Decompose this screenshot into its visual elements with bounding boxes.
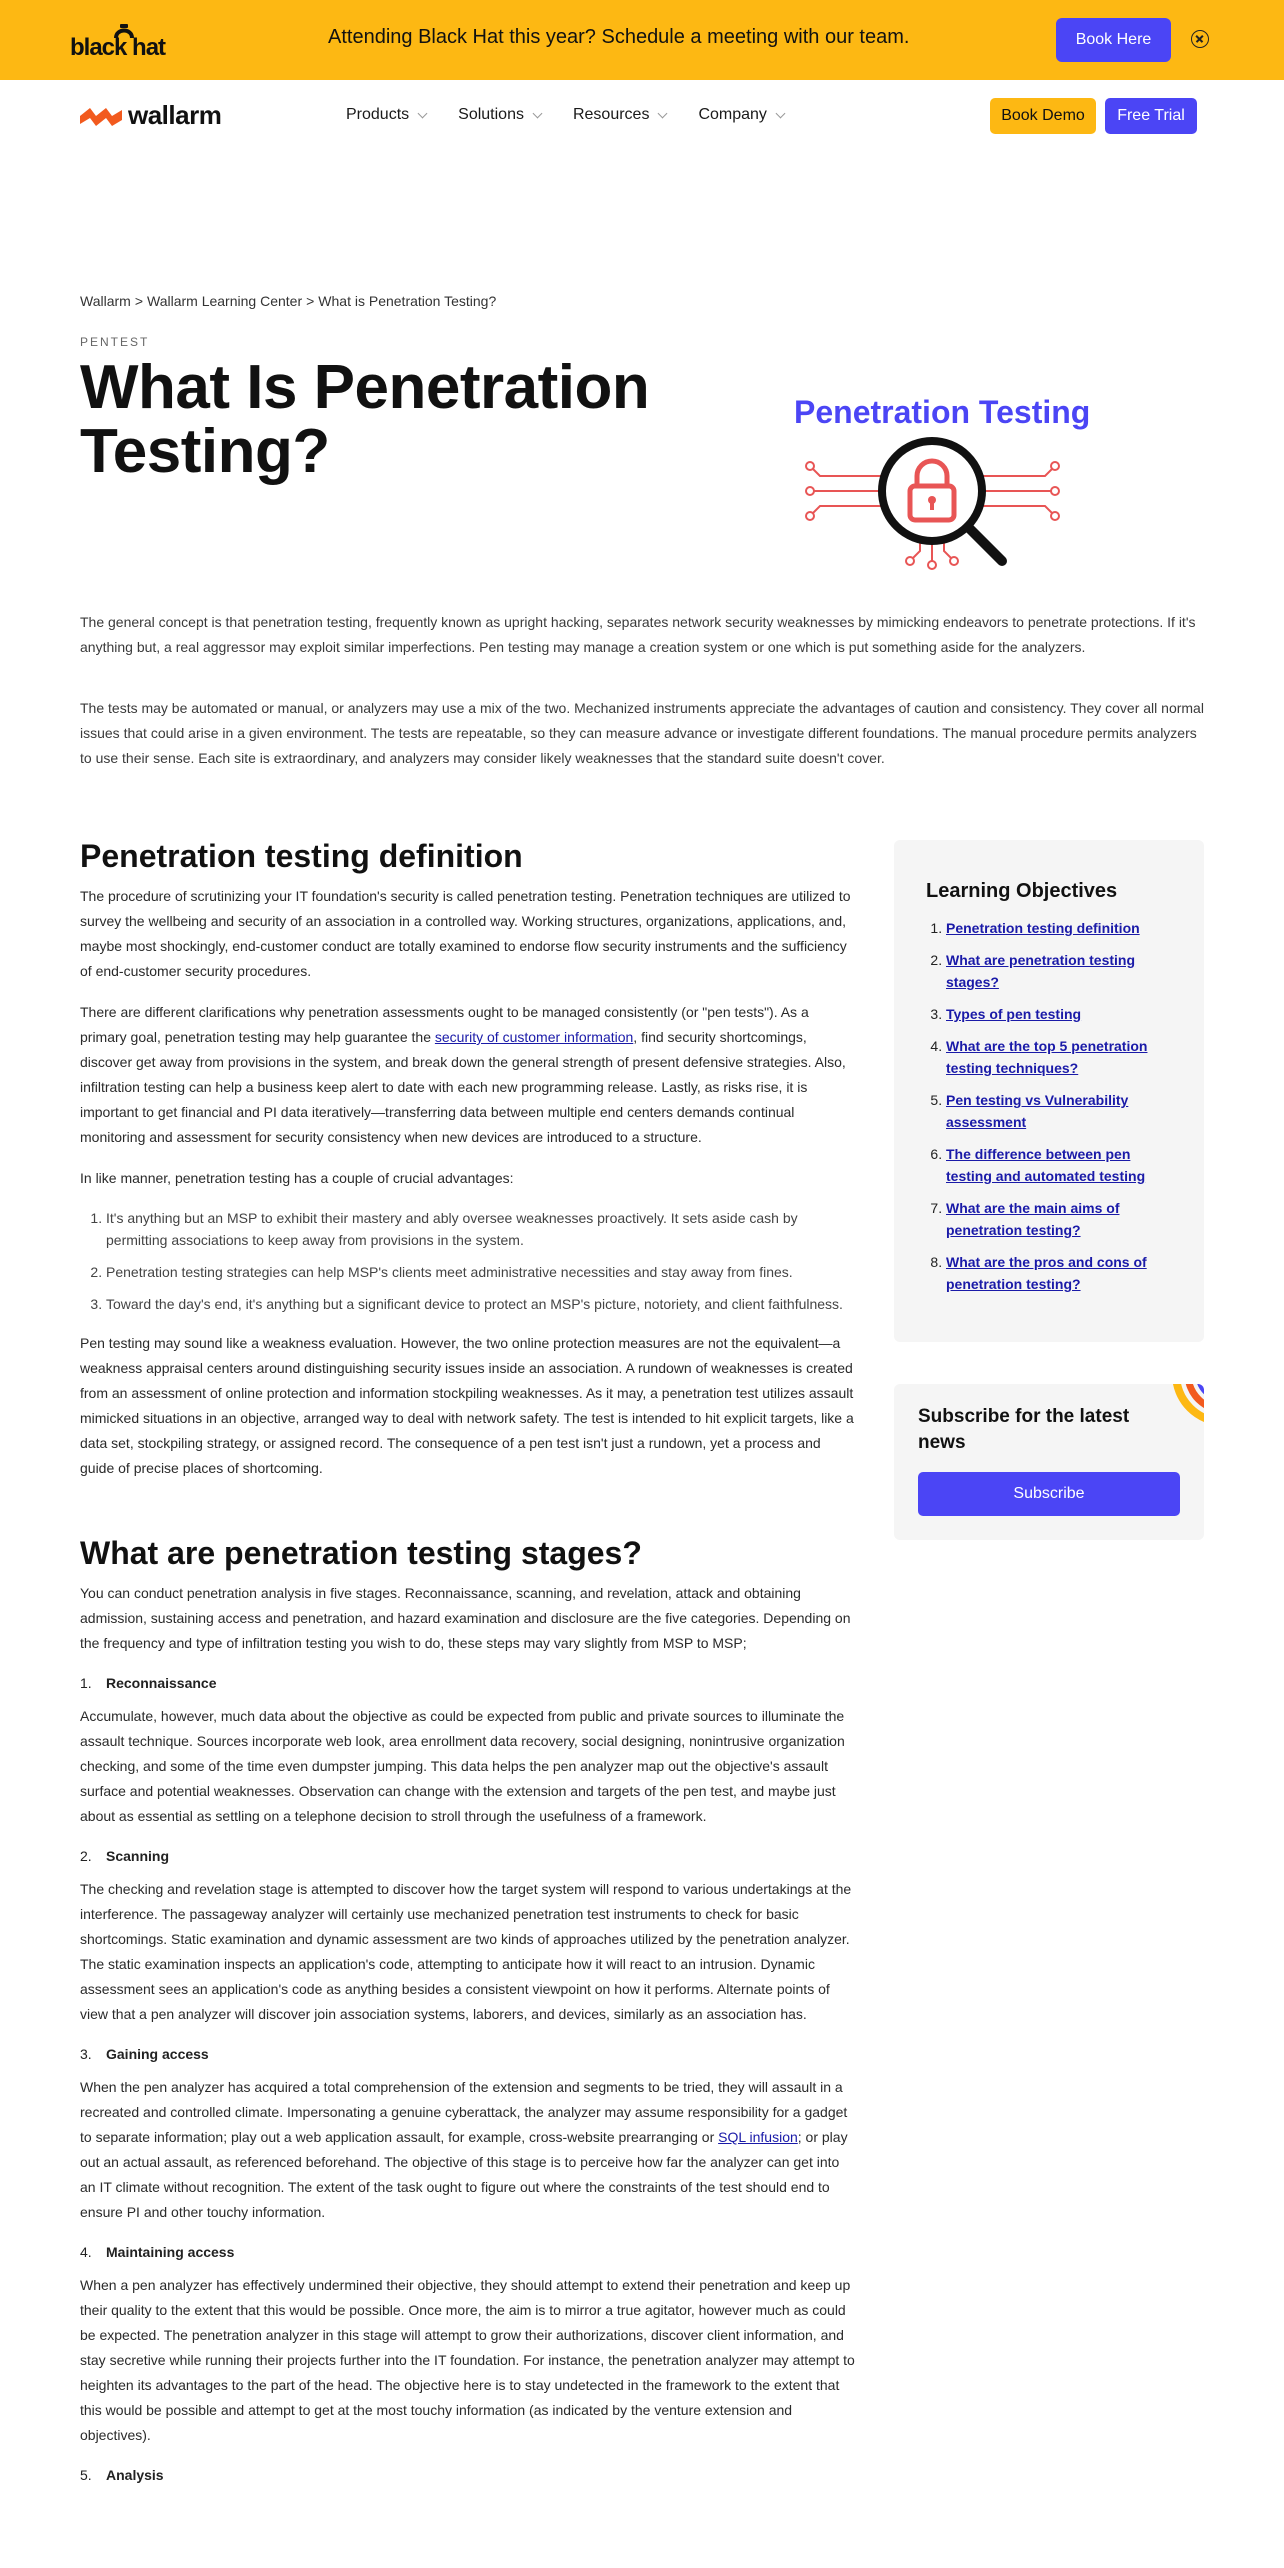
stage-title-reconnaissance xyxy=(80,1672,856,1694)
objective-link[interactable]: 8. What are the pros and cons of penetration testing? xyxy=(946,1251,1172,1295)
nav-solutions[interactable] xyxy=(458,106,541,124)
hero-illustration xyxy=(780,390,1120,600)
stage-number: 5. xyxy=(80,2467,92,2483)
chevron-down-icon xyxy=(418,108,428,118)
blackhat-logo-text: black hat xyxy=(70,34,166,61)
hero-illustration-title: Penetration Testing xyxy=(794,394,1091,430)
list-item: 1. It's anything but an MSP to exhibit their mastery and ably oversee weaknesses proactively. It sets aside cash by permitting associations to keep away from provisions in the system. xyxy=(106,1207,856,1251)
book-demo-button[interactable]: Book Demo xyxy=(990,98,1096,134)
paragraph-text: There are different clarifications why penetration assessments ought to be managed consistently (or "pen tests"). As a primary goal, penetration testing may help guarantee the xyxy=(80,1004,809,1045)
list-item: 2. Penetration testing strategies can help MSP's clients meet administrative necessities and stay away from fines. xyxy=(106,1261,856,1283)
blackhat-logo[interactable] xyxy=(70,22,174,61)
subscribe-card xyxy=(894,1384,1204,1540)
stage-title-text: Gaining access xyxy=(106,2046,209,2062)
close-circle-icon[interactable] xyxy=(1191,30,1209,48)
learning-objectives-list xyxy=(946,917,1172,1295)
subscribe-button[interactable]: Subscribe xyxy=(918,1472,1180,1516)
paragraph-text: , find security shortcomings, discover get away from provisions in the system, and break down the general strength of present defensive strategies. Also, infiltration testing can help a business keep alert to date with each new programming release. Lastly, as risks rise, it is important to get financial and PI data iteratively—transferring data between multiple end centers demands continual monitoring and assessment for security consistency when new devices are introduced to a structure. xyxy=(80,1029,846,1145)
stage-title-text: Maintaining access xyxy=(106,2244,235,2260)
security-of-customer-information-link[interactable]: security of customer information xyxy=(434,1029,634,1045)
breadcrumb-separator: > xyxy=(134,293,143,309)
paragraph: The procedure of scrutinizing your IT foundation's security is called penetration testing. Penetration techniques are utilized to survey the wellbeing and security of an association in a controlled way. Working structures, organizations, applications, and, maybe most shockingly, end-customer conduct are totally examined to endorse flow security instruments and the sufficiency of end-customer security procedures. xyxy=(80,888,851,979)
chevron-down-icon xyxy=(533,108,543,118)
nav-products[interactable] xyxy=(346,106,426,124)
sql-infusion-link[interactable]: SQL infusion xyxy=(718,2129,798,2145)
nav-products-label: Products xyxy=(346,106,410,123)
breadcrumb-separator: > xyxy=(306,293,315,309)
objective-link[interactable]: 4. What are the top 5 penetration testing techniques? xyxy=(946,1035,1172,1079)
stage-title-text: Reconnaissance xyxy=(106,1675,217,1691)
promo-message: Attending Black Hat this year? Schedule a meeting with our team. xyxy=(328,26,910,48)
intro-paragraph: The tests may be automated or manual, or analyzers may use a mix of the two. Mechanized instruments appreciate the advantages of caution and consistency. They cover all normal issues that could arise in a given environment. The tests are repeatable, so they can measure advance or investigate different foundations. The manual procedure permits analyzers to use their sense. Each site is extraordinary, and analyzers may consider likely weaknesses that the standard suite doesn't cover. xyxy=(80,700,1204,766)
stage-title-maintaining-access xyxy=(80,2241,856,2263)
objective-link[interactable]: 3. Types of pen testing xyxy=(946,1003,1172,1025)
nav-menu xyxy=(346,106,816,124)
free-trial-button[interactable]: Free Trial xyxy=(1105,98,1197,134)
advantages-list xyxy=(106,1207,856,1315)
chevron-down-icon xyxy=(775,108,785,118)
breadcrumb-current: What is Penetration Testing? xyxy=(318,293,497,309)
chevron-down-icon xyxy=(658,108,668,118)
objective-link[interactable]: 6. The difference between pen testing and automated testing xyxy=(946,1143,1172,1187)
wallarm-wordmark: wallarm xyxy=(128,100,222,130)
nav-company-label: Company xyxy=(698,106,767,123)
breadcrumb xyxy=(80,293,496,309)
nav-company[interactable] xyxy=(698,106,783,124)
objective-link[interactable]: 5. Pen testing vs Vulnerability assessment xyxy=(946,1089,1172,1133)
promo-banner xyxy=(0,0,1284,80)
article-body xyxy=(80,836,856,2496)
subscribe-title: Subscribe for the latest news xyxy=(918,1406,1130,1453)
paragraph xyxy=(80,2075,856,2225)
objective-link[interactable]: 2. What are penetration testing stages? xyxy=(946,949,1172,993)
nav-solutions-label: Solutions xyxy=(458,106,524,123)
breadcrumb-item[interactable]: Wallarm xyxy=(80,293,131,309)
stage-title-text: Analysis xyxy=(106,2467,164,2483)
book-here-button[interactable]: Book Here xyxy=(1056,18,1171,62)
objective-link[interactable]: 7. What are the main aims of penetration testing? xyxy=(946,1197,1172,1241)
page-title: What Is Penetration Testing? xyxy=(80,353,650,486)
paragraph: When a pen analyzer has effectively undermined their objective, they should attempt to extend their penetration and keep up their quality to the extent that this would be possible. Once more, the aim is to mirror a true agitator, however much as could be expected. The penetration analyzer in this stage will attempt to grow their authorizations, discover client information, and stay secretive while running their projects further into the IT foundation. For instance, the penetration analyzer may attempt to heighten its advantages to the part of the head. The objective here is to stay undetected in the framework to the extent that this would be possible and attempt to get at the most touchy information (as indicated by the venture extension and objectives). xyxy=(80,2277,855,2443)
paragraph xyxy=(80,1000,856,1150)
wallarm-mark-icon xyxy=(80,102,122,128)
section-heading-definition: Penetration testing definition xyxy=(80,838,523,874)
section-heading-stages: What are penetration testing stages? xyxy=(80,1535,642,1571)
paragraph: You can conduct penetration analysis in five stages. Reconnaissance, scanning, and revelation, attack and obtaining admission, sustaining access and penetration, and hazard examination and disclosure are the five categories. Depending on the frequency and type of infiltration testing you wish to do, these steps may vary slightly from MSP to MSP; xyxy=(80,1585,851,1651)
stage-number: 1. xyxy=(80,1675,92,1691)
stage-title-text: Scanning xyxy=(106,1848,170,1864)
paragraph-text: When the pen analyzer has acquired a total comprehension of the extension and segments to be tried, they will assault in a recreated and controlled climate. Impersonating a genuine cyberattack, the analyzer may assume responsibility for a gadget to separate information; play out a web application assault, for example, cross-website prearranging or xyxy=(80,2079,848,2145)
paragraph: In like manner, penetration testing has a couple of crucial advantages: xyxy=(80,1170,514,1186)
category-label: PENTEST xyxy=(80,335,150,349)
breadcrumb-item[interactable]: Wallarm Learning Center xyxy=(147,293,303,309)
objective-link[interactable]: 1. Penetration testing definition xyxy=(946,917,1172,939)
stage-number: 2. xyxy=(80,1848,92,1864)
stage-title-gaining-access xyxy=(80,2043,856,2065)
stage-number: 4. xyxy=(80,2244,92,2260)
stage-number: 3. xyxy=(80,2046,92,2062)
paragraph-text: ; or play out an actual assault, as referenced beforehand. The objective of this stage is to perceive how far the analyzer can get into an IT climate without recognition. The extent of the task ought to figure out where the constraints of the test should end to ensure PI and other touchy information. xyxy=(80,2129,848,2220)
main-nav xyxy=(0,80,1284,152)
nav-resources-label: Resources xyxy=(572,106,650,123)
learning-objectives-card xyxy=(894,840,1204,1342)
learning-objectives-title: Learning Objectives xyxy=(926,880,1118,902)
intro-paragraph: The general concept is that penetration testing, frequently known as upright hacking, separates network security weaknesses by mimicking endeavors to penetrate protections. If it's anything but, a real aggressor may exploit similar imperfections. Pen testing may manage a creation system or one which is put something aside for the analyzers. xyxy=(80,614,1196,655)
stage-title-scanning xyxy=(80,1845,856,1867)
decorative-rings-icon xyxy=(1144,1384,1204,1454)
paragraph: Accumulate, however, much data about the objective as could be expected from public and private sources to illuminate the assault technique. Sources incorporate web look, area enrollment data recovery, social designing, nonintrusive organization checking, and some of the time even dumpster jumping. This data helps the pen analyzer map out the objective's assault surface and potential weaknesses. Observation can change with the extension and targets of the pen test, and maybe just about as essential as settling on a telephone decision to stroll through the usefulness of a framework. xyxy=(80,1708,845,1824)
list-item: 3. Toward the day's end, it's anything but a significant device to protect an MSP's picture, notoriety, and client faithfulness. xyxy=(106,1293,856,1315)
magnifier-lock-icon xyxy=(780,436,1120,586)
nav-resources[interactable] xyxy=(573,106,666,124)
paragraph: The checking and revelation stage is attempted to discover how the target system will respond to various undertakings at the interference. The passageway analyzer will certainly use mechanized penetration test instruments to check for basic shortcomings. Static examination and dynamic assessment are two kinds of approaches utilized by the penetration analyzer. The static examination inspects an application's code, attempting to anticipate how it will react to an intrusion. Dynamic assessment sees an application's code as anything besides a consistent viewpoint on how it performs. Alternate points of view that a pen analyzer will discover join association systems, laborers, and devices, similarly as an association has. xyxy=(80,1881,852,2022)
paragraph: Pen testing may sound like a weakness evaluation. However, the two online protection measures are not the equivalent—a weakness appraisal centers around distinguishing security issues inside an association. A rundown of weaknesses is created from an assessment of online protection and information stockpiling weaknesses. As it may, a penetration test utilizes assault mimicked situations in an objective, arranged way to deal with network safety. The test is intended to hit explicit targets, like a data set, stockpiling strategy, or assigned record. The consequence of a pen test isn't just a rundown, yet a process and guide of precise places of shortcoming. xyxy=(80,1335,854,1476)
stage-title-analysis xyxy=(80,2464,856,2486)
